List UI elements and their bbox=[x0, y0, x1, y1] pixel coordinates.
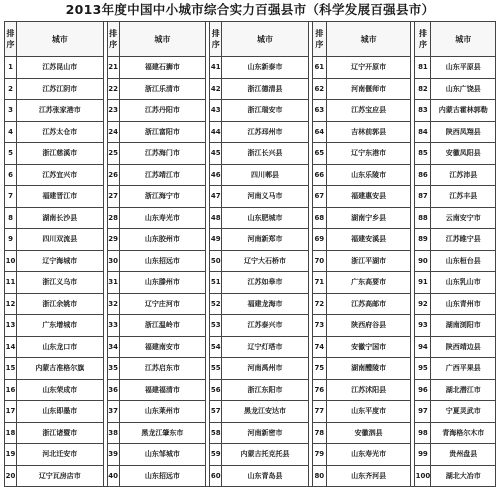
rank-cell: 48 bbox=[210, 207, 222, 229]
ranking-table bbox=[4, 21, 496, 487]
city-cell: 山东青岛县 bbox=[222, 465, 309, 487]
rank-cell: 83 bbox=[415, 100, 431, 122]
city-cell: 山东肥城市 bbox=[222, 207, 309, 229]
city-cell: 山东广饶县 bbox=[431, 78, 496, 100]
city-cell: 江苏宝应县 bbox=[326, 100, 411, 122]
rank-cell: 4 bbox=[5, 121, 17, 143]
rank-cell: 37 bbox=[107, 401, 119, 423]
city-cell: 内蒙古准格尔旗 bbox=[17, 358, 104, 380]
city-cell: 广西平果县 bbox=[431, 358, 496, 380]
rank-cell: 78 bbox=[312, 422, 326, 444]
city-cell: 河南新密市 bbox=[222, 422, 309, 444]
city-cell: 山东龙口市 bbox=[17, 336, 104, 358]
rank-cell: 95 bbox=[415, 358, 431, 380]
city-cell: 宁夏灵武市 bbox=[431, 401, 496, 423]
city-cell: 浙江长兴县 bbox=[222, 143, 309, 165]
city-cell: 山东即墨市 bbox=[17, 401, 104, 423]
city-cell: 黑龙江肇东市 bbox=[119, 422, 206, 444]
city-cell: 浙江余姚市 bbox=[17, 293, 104, 315]
rank-cell: 3 bbox=[5, 100, 17, 122]
city-cell: 浙江诸暨市 bbox=[17, 422, 104, 444]
rank-cell: 19 bbox=[5, 444, 17, 466]
city-header: 城市 bbox=[119, 22, 206, 57]
city-cell: 河南禹州市 bbox=[222, 358, 309, 380]
city-cell: 浙江瑞安市 bbox=[222, 100, 309, 122]
city-cell: 山东桓台县 bbox=[431, 250, 496, 272]
city-cell: 河南义马市 bbox=[222, 186, 309, 208]
rank-cell: 94 bbox=[415, 336, 431, 358]
rank-cell: 69 bbox=[312, 229, 326, 251]
city-cell: 辽宁东港市 bbox=[326, 143, 411, 165]
city-cell: 辽宁庄河市 bbox=[119, 293, 206, 315]
city-cell: 江苏江阴市 bbox=[17, 78, 104, 100]
table-row bbox=[5, 100, 496, 122]
city-cell: 浙江海宁市 bbox=[119, 186, 206, 208]
city-cell: 福建安溪县 bbox=[326, 229, 411, 251]
city-cell: 辽宁大石桥市 bbox=[222, 250, 309, 272]
rank-cell: 65 bbox=[312, 143, 326, 165]
city-cell: 四川双流县 bbox=[17, 229, 104, 251]
rank-cell: 97 bbox=[415, 401, 431, 423]
rank-cell: 58 bbox=[210, 422, 222, 444]
city-cell: 江苏沛县 bbox=[431, 164, 496, 186]
rank-cell: 82 bbox=[415, 78, 431, 100]
city-cell: 浙江富阳市 bbox=[119, 121, 206, 143]
city-cell: 福建石狮市 bbox=[119, 57, 206, 79]
rank-cell: 12 bbox=[5, 293, 17, 315]
rank-cell: 15 bbox=[5, 358, 17, 380]
rank-cell: 6 bbox=[5, 164, 17, 186]
rank-cell: 29 bbox=[107, 229, 119, 251]
rank-cell: 33 bbox=[107, 315, 119, 337]
city-cell: 浙江义乌市 bbox=[17, 272, 104, 294]
rank-cell: 87 bbox=[415, 186, 431, 208]
rank-cell: 50 bbox=[210, 250, 222, 272]
city-cell: 浙江慈溪市 bbox=[17, 143, 104, 165]
city-cell: 山东寿光市 bbox=[326, 444, 411, 466]
city-cell: 江苏丹阳市 bbox=[119, 100, 206, 122]
city-cell: 江苏高邮市 bbox=[326, 293, 411, 315]
city-header: 城市 bbox=[222, 22, 309, 57]
city-cell: 江苏昆山市 bbox=[17, 57, 104, 79]
city-cell: 辽宁海城市 bbox=[17, 250, 104, 272]
city-cell: 湖北潜江市 bbox=[431, 379, 496, 401]
table-row bbox=[5, 358, 496, 380]
city-cell: 山东邹城市 bbox=[119, 444, 206, 466]
table-row bbox=[5, 293, 496, 315]
rank-cell: 79 bbox=[312, 444, 326, 466]
city-cell: 山东招远市 bbox=[119, 465, 206, 487]
table-header-row bbox=[5, 22, 496, 57]
city-cell: 河南新郑市 bbox=[222, 229, 309, 251]
rank-cell: 28 bbox=[107, 207, 119, 229]
city-cell: 广东增城市 bbox=[17, 315, 104, 337]
rank-cell: 66 bbox=[312, 164, 326, 186]
city-cell: 山东胶州市 bbox=[119, 229, 206, 251]
city-cell: 福建福清市 bbox=[119, 379, 206, 401]
rank-header: 排序 bbox=[210, 22, 222, 57]
city-cell: 吉林前郭县 bbox=[326, 121, 411, 143]
rank-cell: 24 bbox=[107, 121, 119, 143]
rank-header: 排序 bbox=[312, 22, 326, 57]
city-cell: 山东平度市 bbox=[326, 401, 411, 423]
city-cell: 湖南浏阳市 bbox=[431, 315, 496, 337]
city-cell: 山东滕州市 bbox=[119, 272, 206, 294]
city-cell: 安徽凤阳县 bbox=[431, 143, 496, 165]
table-row bbox=[5, 401, 496, 423]
city-cell: 山东齐河县 bbox=[326, 465, 411, 487]
table-row bbox=[5, 57, 496, 79]
rank-cell: 67 bbox=[312, 186, 326, 208]
rank-cell: 85 bbox=[415, 143, 431, 165]
rank-cell: 99 bbox=[415, 444, 431, 466]
rank-cell: 63 bbox=[312, 100, 326, 122]
city-cell: 云南安宁市 bbox=[431, 207, 496, 229]
city-cell: 浙江乐清市 bbox=[119, 78, 206, 100]
rank-cell: 61 bbox=[312, 57, 326, 79]
rank-cell: 64 bbox=[312, 121, 326, 143]
city-cell: 福建南安市 bbox=[119, 336, 206, 358]
rank-cell: 51 bbox=[210, 272, 222, 294]
city-cell: 河北迁安市 bbox=[17, 444, 104, 466]
rank-cell: 70 bbox=[312, 250, 326, 272]
city-cell: 青海格尔木市 bbox=[431, 422, 496, 444]
table-row bbox=[5, 186, 496, 208]
city-cell: 江苏丰县 bbox=[431, 186, 496, 208]
table-row bbox=[5, 422, 496, 444]
rank-cell: 42 bbox=[210, 78, 222, 100]
rank-cell: 31 bbox=[107, 272, 119, 294]
city-cell: 安徽宁国市 bbox=[326, 336, 411, 358]
rank-cell: 59 bbox=[210, 444, 222, 466]
rank-cell: 49 bbox=[210, 229, 222, 251]
rank-cell: 80 bbox=[312, 465, 326, 487]
table-row bbox=[5, 336, 496, 358]
city-cell: 湖北大冶市 bbox=[431, 465, 496, 487]
city-cell: 辽宁开原市 bbox=[326, 57, 411, 79]
rank-cell: 22 bbox=[107, 78, 119, 100]
rank-header: 排序 bbox=[5, 22, 17, 57]
rank-cell: 20 bbox=[5, 465, 17, 487]
city-cell: 安徽泗县 bbox=[326, 422, 411, 444]
city-cell: 福建惠安县 bbox=[326, 186, 411, 208]
table-row bbox=[5, 250, 496, 272]
city-header: 城市 bbox=[431, 22, 496, 57]
table-row bbox=[5, 143, 496, 165]
city-cell: 山东青州市 bbox=[431, 293, 496, 315]
city-cell: 湖南宁乡县 bbox=[326, 207, 411, 229]
city-cell: 山东乳山市 bbox=[431, 272, 496, 294]
rank-cell: 21 bbox=[107, 57, 119, 79]
rank-cell: 43 bbox=[210, 100, 222, 122]
city-cell: 黑龙江安达市 bbox=[222, 401, 309, 423]
rank-cell: 18 bbox=[5, 422, 17, 444]
rank-cell: 54 bbox=[210, 336, 222, 358]
rank-cell: 38 bbox=[107, 422, 119, 444]
city-cell: 山东新泰市 bbox=[222, 57, 309, 79]
rank-cell: 100 bbox=[415, 465, 431, 487]
rank-cell: 27 bbox=[107, 186, 119, 208]
city-cell: 山东寿光市 bbox=[119, 207, 206, 229]
city-cell: 广东高要市 bbox=[326, 272, 411, 294]
city-cell: 浙江德清县 bbox=[222, 78, 309, 100]
rank-cell: 2 bbox=[5, 78, 17, 100]
city-header: 城市 bbox=[326, 22, 411, 57]
city-cell: 山东招远市 bbox=[119, 250, 206, 272]
rank-cell: 92 bbox=[415, 293, 431, 315]
city-cell: 陕西府谷县 bbox=[326, 315, 411, 337]
rank-cell: 56 bbox=[210, 379, 222, 401]
city-cell: 湖南醴陵市 bbox=[326, 358, 411, 380]
rank-cell: 52 bbox=[210, 293, 222, 315]
rank-cell: 47 bbox=[210, 186, 222, 208]
rank-cell: 34 bbox=[107, 336, 119, 358]
rank-cell: 98 bbox=[415, 422, 431, 444]
rank-cell: 26 bbox=[107, 164, 119, 186]
rank-cell: 30 bbox=[107, 250, 119, 272]
rank-cell: 17 bbox=[5, 401, 17, 423]
rank-cell: 5 bbox=[5, 143, 17, 165]
rank-cell: 81 bbox=[415, 57, 431, 79]
rank-cell: 89 bbox=[415, 229, 431, 251]
rank-cell: 68 bbox=[312, 207, 326, 229]
city-cell: 江苏太仓市 bbox=[17, 121, 104, 143]
rank-cell: 57 bbox=[210, 401, 222, 423]
city-cell: 陕西凤翔县 bbox=[431, 121, 496, 143]
rank-cell: 44 bbox=[210, 121, 222, 143]
rank-cell: 77 bbox=[312, 401, 326, 423]
table-row bbox=[5, 379, 496, 401]
rank-cell: 72 bbox=[312, 293, 326, 315]
city-cell: 浙江东阳市 bbox=[222, 379, 309, 401]
city-cell: 山东莱州市 bbox=[119, 401, 206, 423]
city-cell: 浙江温岭市 bbox=[119, 315, 206, 337]
city-cell: 江苏睢宁县 bbox=[431, 229, 496, 251]
table-row bbox=[5, 78, 496, 100]
rank-cell: 7 bbox=[5, 186, 17, 208]
rank-cell: 74 bbox=[312, 336, 326, 358]
rank-cell: 39 bbox=[107, 444, 119, 466]
city-cell: 山东乐陵市 bbox=[326, 164, 411, 186]
rank-cell: 13 bbox=[5, 315, 17, 337]
city-cell: 江苏泰兴市 bbox=[222, 315, 309, 337]
rank-cell: 10 bbox=[5, 250, 17, 272]
rank-cell: 8 bbox=[5, 207, 17, 229]
rank-header: 排序 bbox=[415, 22, 431, 57]
rank-cell: 88 bbox=[415, 207, 431, 229]
city-cell: 辽宁瓦房店市 bbox=[17, 465, 104, 487]
city-cell: 福建龙海市 bbox=[222, 293, 309, 315]
rank-cell: 93 bbox=[415, 315, 431, 337]
city-cell: 江苏启东市 bbox=[119, 358, 206, 380]
city-cell: 湖南长沙县 bbox=[17, 207, 104, 229]
rank-cell: 96 bbox=[415, 379, 431, 401]
rank-cell: 11 bbox=[5, 272, 17, 294]
rank-cell: 32 bbox=[107, 293, 119, 315]
city-cell: 山东荣成市 bbox=[17, 379, 104, 401]
city-cell: 福建晋江市 bbox=[17, 186, 104, 208]
city-cell: 江苏张家港市 bbox=[17, 100, 104, 122]
city-cell: 江苏宜兴市 bbox=[17, 164, 104, 186]
city-cell: 陕西靖边县 bbox=[431, 336, 496, 358]
city-cell: 河南偃师市 bbox=[326, 78, 411, 100]
rank-cell: 62 bbox=[312, 78, 326, 100]
city-cell: 辽宁灯塔市 bbox=[222, 336, 309, 358]
rank-header: 排序 bbox=[107, 22, 119, 57]
table-row bbox=[5, 121, 496, 143]
rank-cell: 45 bbox=[210, 143, 222, 165]
rank-cell: 73 bbox=[312, 315, 326, 337]
rank-cell: 76 bbox=[312, 379, 326, 401]
city-cell: 江苏海门市 bbox=[119, 143, 206, 165]
city-cell: 山东平原县 bbox=[431, 57, 496, 79]
rank-cell: 86 bbox=[415, 164, 431, 186]
city-cell: 江苏靖江市 bbox=[119, 164, 206, 186]
rank-cell: 41 bbox=[210, 57, 222, 79]
rank-cell: 16 bbox=[5, 379, 17, 401]
rank-cell: 14 bbox=[5, 336, 17, 358]
city-cell: 江苏沭阳县 bbox=[326, 379, 411, 401]
rank-cell: 40 bbox=[107, 465, 119, 487]
city-cell: 江苏如皋市 bbox=[222, 272, 309, 294]
table-row bbox=[5, 229, 496, 251]
rank-cell: 35 bbox=[107, 358, 119, 380]
city-cell: 江苏邳州市 bbox=[222, 121, 309, 143]
rank-cell: 90 bbox=[415, 250, 431, 272]
rank-cell: 60 bbox=[210, 465, 222, 487]
table-row bbox=[5, 465, 496, 487]
rank-cell: 75 bbox=[312, 358, 326, 380]
city-cell: 内蒙古托克托县 bbox=[222, 444, 309, 466]
rank-cell: 84 bbox=[415, 121, 431, 143]
city-cell: 四川郫县 bbox=[222, 164, 309, 186]
city-header: 城市 bbox=[17, 22, 104, 57]
table-row bbox=[5, 164, 496, 186]
table-body bbox=[5, 57, 496, 487]
document-title: 2013年度中国中小城市综合实力百强县市（科学发展百强县市） bbox=[65, 2, 435, 17]
city-cell: 贵州盘县 bbox=[431, 444, 496, 466]
city-cell: 内蒙古霍林郭勒 bbox=[431, 100, 496, 122]
table-row bbox=[5, 444, 496, 466]
table-row bbox=[5, 207, 496, 229]
rank-cell: 9 bbox=[5, 229, 17, 251]
rank-cell: 53 bbox=[210, 315, 222, 337]
rank-cell: 1 bbox=[5, 57, 17, 79]
table-row bbox=[5, 315, 496, 337]
rank-cell: 36 bbox=[107, 379, 119, 401]
rank-cell: 23 bbox=[107, 100, 119, 122]
rank-cell: 71 bbox=[312, 272, 326, 294]
rank-cell: 55 bbox=[210, 358, 222, 380]
rank-cell: 46 bbox=[210, 164, 222, 186]
rank-cell: 91 bbox=[415, 272, 431, 294]
city-cell: 浙江平湖市 bbox=[326, 250, 411, 272]
rank-cell: 25 bbox=[107, 143, 119, 165]
table-row bbox=[5, 272, 496, 294]
